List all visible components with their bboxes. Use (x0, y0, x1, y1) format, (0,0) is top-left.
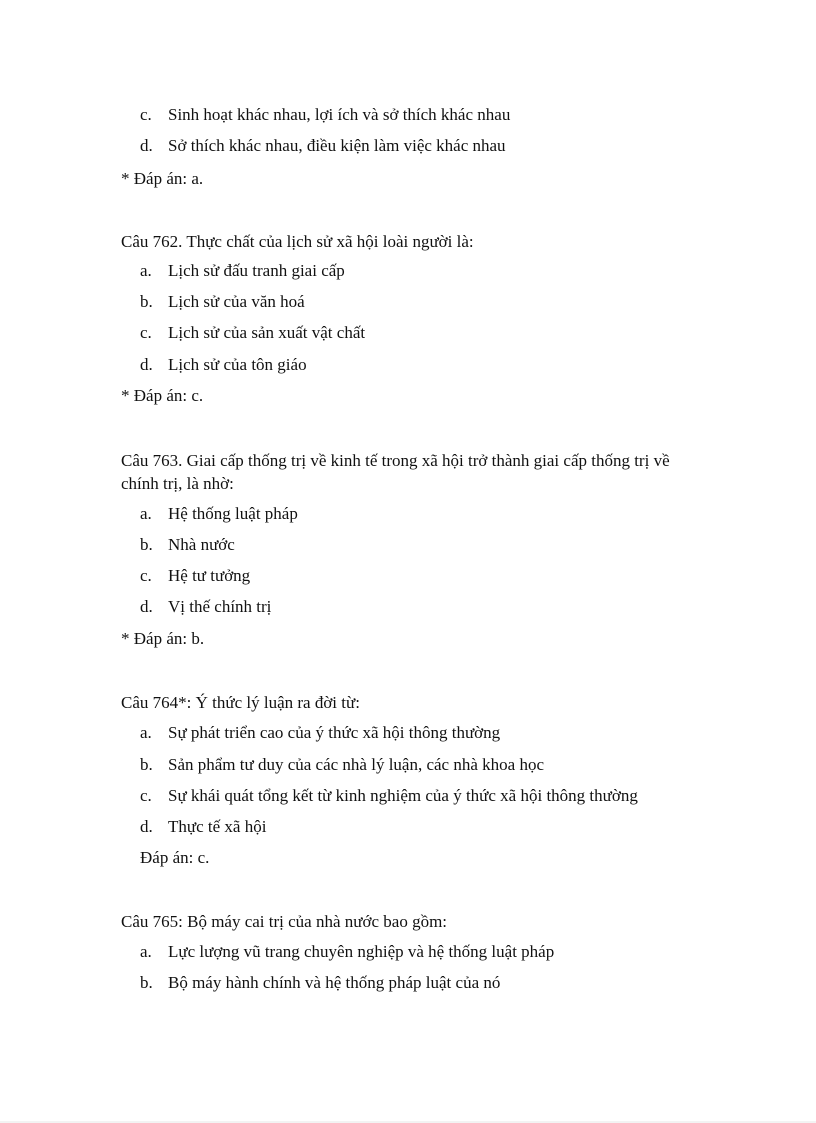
option-text: Thực tế xã hội (168, 817, 267, 836)
option-letter: c. (140, 566, 152, 585)
option-text: Sinh hoạt khác nhau, lợi ích và sở thích khác nhau (168, 105, 511, 124)
option-text: Lịch sử đấu tranh giai cấp (168, 261, 345, 280)
option-text: Nhà nước (168, 535, 235, 554)
answer-line: * Đáp án: b. (121, 629, 205, 648)
question-764: Câu 764*: Ý thức lý luận ra đời từ: (121, 693, 360, 712)
option-letter: a. (140, 723, 152, 742)
option-letter: d. (140, 817, 153, 836)
option-text: Sở thích khác nhau, điều kiện làm việc khác nhau (168, 136, 506, 155)
option-letter: c. (140, 323, 152, 342)
option-text: Bộ máy hành chính và hệ thống pháp luật của nó (168, 973, 501, 992)
option-text: Lịch sử của tôn giáo (168, 355, 307, 374)
answer-line: * Đáp án: a. (121, 169, 204, 188)
option-text: Lực lượng vũ trang chuyên nghiệp và hệ thống luật pháp (168, 942, 555, 961)
option-text: Sản phẩm tư duy của các nhà lý luận, các nhà khoa học (168, 755, 544, 774)
option-text: Lịch sử của sản xuất vật chất (168, 323, 366, 342)
option-letter: a. (140, 504, 152, 523)
question-765: Câu 765: Bộ máy cai trị của nhà nước bao gồm: (121, 912, 448, 931)
question-762: Câu 762. Thực chất của lịch sử xã hội loài người là: (121, 232, 474, 251)
option-letter: d. (140, 136, 153, 155)
option-letter: d. (140, 597, 153, 616)
option-text: Vị thế chính trị (168, 597, 272, 616)
option-text: Hệ tư tưởng (168, 566, 251, 585)
option-text: Sự phát triển cao của ý thức xã hội thông thường (168, 723, 501, 742)
option-letter: d. (140, 355, 153, 374)
option-letter: a. (140, 942, 152, 961)
question-763: Câu 763. Giai cấp thống trị về kinh tế trong xã hội trở thành giai cấp thống trị về chính trị, là nhờ: (121, 451, 670, 493)
option-letter: b. (140, 755, 153, 774)
option-letter: c. (140, 105, 152, 124)
option-text: Sự khái quát tổng kết từ kinh nghiệm của ý thức xã hội thông thường (168, 786, 638, 805)
option-text: Hệ thống luật pháp (168, 504, 298, 523)
option-letter: a. (140, 261, 152, 280)
option-letter: b. (140, 535, 153, 554)
answer-line: * Đáp án: c. (121, 386, 204, 405)
option-letter: b. (140, 292, 153, 311)
option-letter: c. (140, 786, 152, 805)
option-letter: b. (140, 973, 153, 992)
answer-line: Đáp án: c. (140, 848, 210, 867)
option-text: Lịch sử của văn hoá (168, 292, 305, 311)
